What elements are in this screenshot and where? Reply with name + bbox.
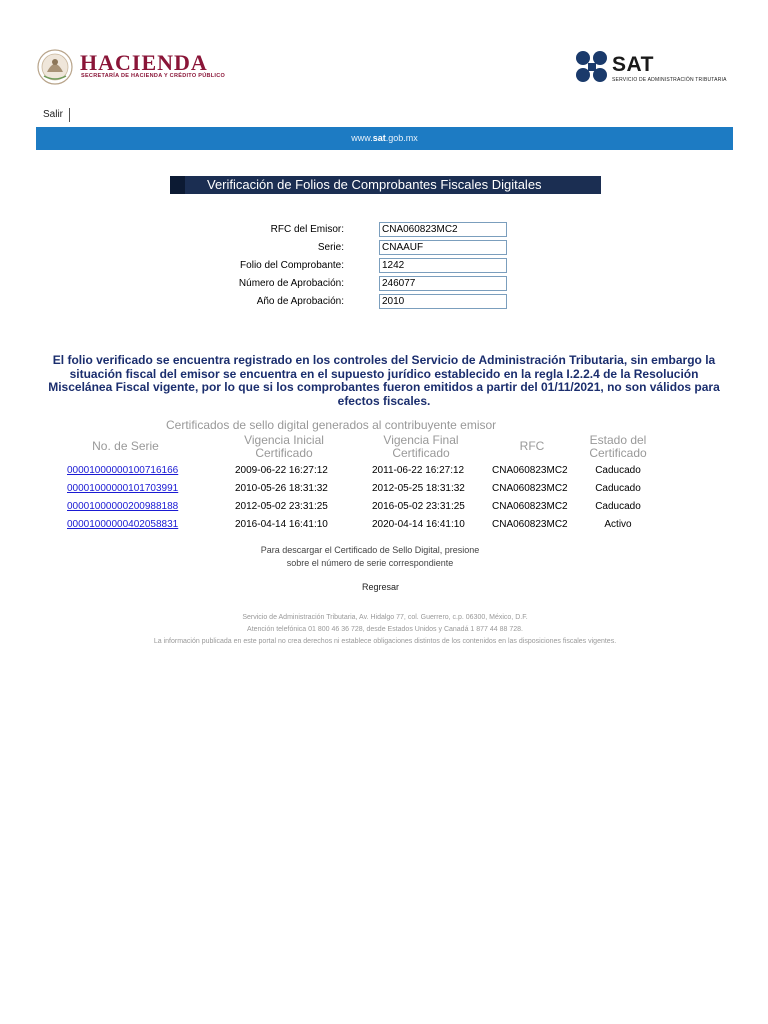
form-row-folio — [200, 258, 510, 273]
vigencia-inicial: 2016-04-14 16:41:10 — [235, 519, 328, 530]
vigencia-final: 2016-05-02 23:31:25 — [372, 501, 465, 512]
vigencia-inicial: 2012-05-02 23:31:25 — [235, 501, 328, 512]
aprobacion-label: Número de Aprobación: — [238, 278, 344, 289]
footer-address: Servicio de Administración Tributaria, Av. Hidalgo 77, col. Guerrero, c.p. 06300, México, D.F. — [242, 614, 528, 621]
col-header-inicial-2: Certificado — [255, 445, 313, 460]
form-row-rfc — [200, 222, 510, 237]
download-note-line-2: sobre el número de serie correspondiente — [286, 558, 454, 568]
regresar-button[interactable]: Regresar — [362, 582, 400, 592]
sat-logo-icon — [575, 50, 609, 84]
col-header-inicial-1: Vigencia Inicial — [244, 433, 324, 447]
form-row-aprobacion — [200, 276, 510, 291]
footer-disclaimer: La información publicada en este portal no crea derechos ni establece obligaciones distintos de los contenidos en las disposiciones fiscales vigentes. — [153, 638, 617, 645]
vigencia-final: 2011-06-22 16:27:12 — [372, 465, 465, 476]
sat-title: SAT — [612, 53, 654, 76]
download-note — [200, 544, 540, 570]
sat-subtitle: SERVICIO DE ADMINISTRACIÓN TRIBUTARIA — [612, 77, 727, 83]
col-header-inicial — [228, 434, 340, 459]
rfc-cell: CNA060823MC2 — [492, 483, 568, 494]
col-header-estado-2: Certificado — [589, 445, 647, 460]
certificates-title: Certificados de sello digital generados al contribuyente emisor — [166, 418, 497, 432]
anio-label: Año de Aprobación: — [256, 296, 344, 307]
hacienda-subtitle: SECRETARÍA DE HACIENDA Y CRÉDITO PÚBLICO — [81, 73, 226, 79]
col-header-estado-1: Estado del — [589, 433, 647, 447]
form-row-anio — [200, 294, 510, 309]
download-note-line-1: Para descargar el Certificado de Sello Digital, presione — [260, 545, 480, 555]
serie-field[interactable]: CNAAUF — [379, 240, 507, 255]
anio-field[interactable]: 2010 — [379, 294, 507, 309]
serie-label: Serie: — [317, 242, 344, 253]
vigencia-final: 2020-04-14 16:41:10 — [372, 519, 465, 530]
form-row-serie — [200, 240, 510, 255]
estado-cell: Activo — [604, 519, 632, 530]
col-header-rfc: RFC — [519, 439, 545, 453]
folio-label: Folio del Comprobante: — [240, 260, 344, 271]
serie-link[interactable]: 00001000000402058831 — [67, 519, 179, 530]
estado-cell: Caducado — [595, 465, 641, 476]
rfc-cell: CNA060823MC2 — [492, 519, 568, 530]
col-header-final-1: Vigencia Final — [383, 433, 459, 447]
folio-field[interactable]: 1242 — [379, 258, 507, 273]
page-title: Verificación de Folios de Comprobantes Fiscales Digitales — [170, 176, 601, 194]
header — [0, 0, 768, 100]
footer — [40, 612, 730, 648]
rfc-label: RFC del Emisor: — [270, 224, 344, 235]
serie-link[interactable]: 00001000000101703991 — [67, 483, 179, 494]
banner-suffix: .gob.mx — [385, 133, 418, 143]
banner-prefix: www. — [351, 133, 373, 143]
estado-cell: Caducado — [595, 501, 641, 512]
hacienda-title: HACIENDA — [80, 50, 208, 75]
estado-cell: Caducado — [595, 483, 641, 494]
col-header-final-2: Certificado — [392, 445, 450, 460]
salir-link[interactable]: Salir — [43, 108, 70, 122]
col-header-final — [365, 434, 477, 459]
rfc-cell: CNA060823MC2 — [492, 465, 568, 476]
rfc-field[interactable]: CNA060823MC2 — [379, 222, 507, 237]
coat-of-arms-icon — [34, 48, 76, 86]
col-header-serie: No. de Serie — [92, 439, 159, 453]
aprobacion-field[interactable]: 246077 — [379, 276, 507, 291]
site-banner[interactable] — [36, 127, 733, 150]
rfc-cell: CNA060823MC2 — [492, 501, 568, 512]
vigencia-inicial: 2010-05-26 18:31:32 — [235, 483, 328, 494]
footer-phone: Atención telefónica 01 800 46 36 728, desde Estados Unidos y Canadá 1 877 44 88 728. — [247, 626, 523, 633]
serie-link[interactable]: 00001000000200988188 — [67, 501, 179, 512]
vigencia-final: 2012-05-25 18:31:32 — [372, 483, 465, 494]
vigencia-inicial: 2009-06-22 16:27:12 — [235, 465, 328, 476]
status-notice: El folio verificado se encuentra registrado en los controles del Servicio de Administración Tributaria, sin embargo la situación fiscal del emisor se encuentra en el supuesto jurídico establecido en la regla I.2.2.4 de la Resolución Miscelánea Fiscal vigente, por lo que si los comprobantes fueron emitidos a partir del 01/11/2021, no son válidos para efectos fiscales. — [48, 353, 720, 408]
col-header-estado — [578, 434, 658, 459]
banner-brand: sat — [372, 133, 386, 143]
serie-link[interactable]: 00001000000100716166 — [67, 465, 179, 476]
